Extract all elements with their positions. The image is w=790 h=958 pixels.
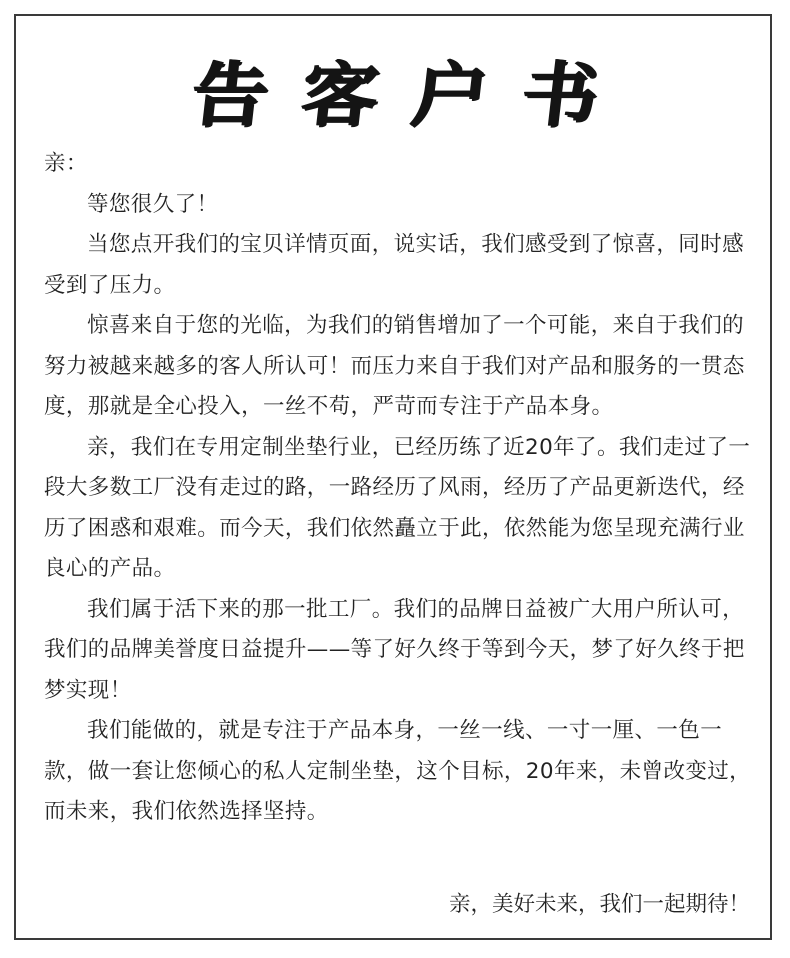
paragraph-2: 当您点开我们的宝贝详情页面，说实话，我们感受到了惊喜，同时感受到了压力。	[44, 232, 745, 298]
closing-line: 亲，美好未来，我们一起期待！	[448, 892, 750, 917]
document-title: 告客户书	[187, 53, 637, 136]
paragraph-6: 我们能做的，就是专注于产品本身，一丝一线、一寸一厘、一色一款，做一套让您倾心的私人定制坐垫，这个目标，20年来，未曾改变过，而未来，我们依然选择坚持。	[44, 718, 752, 824]
paragraph-5: 我们属于活下来的那一批工厂。我们的品牌日益被广大用户所认可，我们的品牌美誉度日益提升——等了好久终于等到今天，梦了好久终于把梦实现！	[44, 596, 745, 703]
paragraph-4: 亲，我们在专用定制坐垫行业，已经历练了近20年了。我们走过了一段大多数工厂没有走过的路，一路经历了风雨，经历了产品更新迭代，经历了困惑和艰难。而今天，我们依然矗立于此，依然能为您呈现充满行业良心的产品。	[44, 434, 751, 581]
paragraph-3: 惊喜来自于您的光临，为我们的销售增加了一个可能，来自于我们的努力被越来越多的客人所认可！而压力来自于我们对产品和服务的一贯态度，那就是全心投入，一丝不苟，严苛而专注于产品本身。	[44, 313, 745, 419]
letter-body	[44, 144, 754, 833]
salutation: 亲：	[44, 151, 88, 176]
paragraph-1: 等您很久了！	[87, 191, 219, 217]
